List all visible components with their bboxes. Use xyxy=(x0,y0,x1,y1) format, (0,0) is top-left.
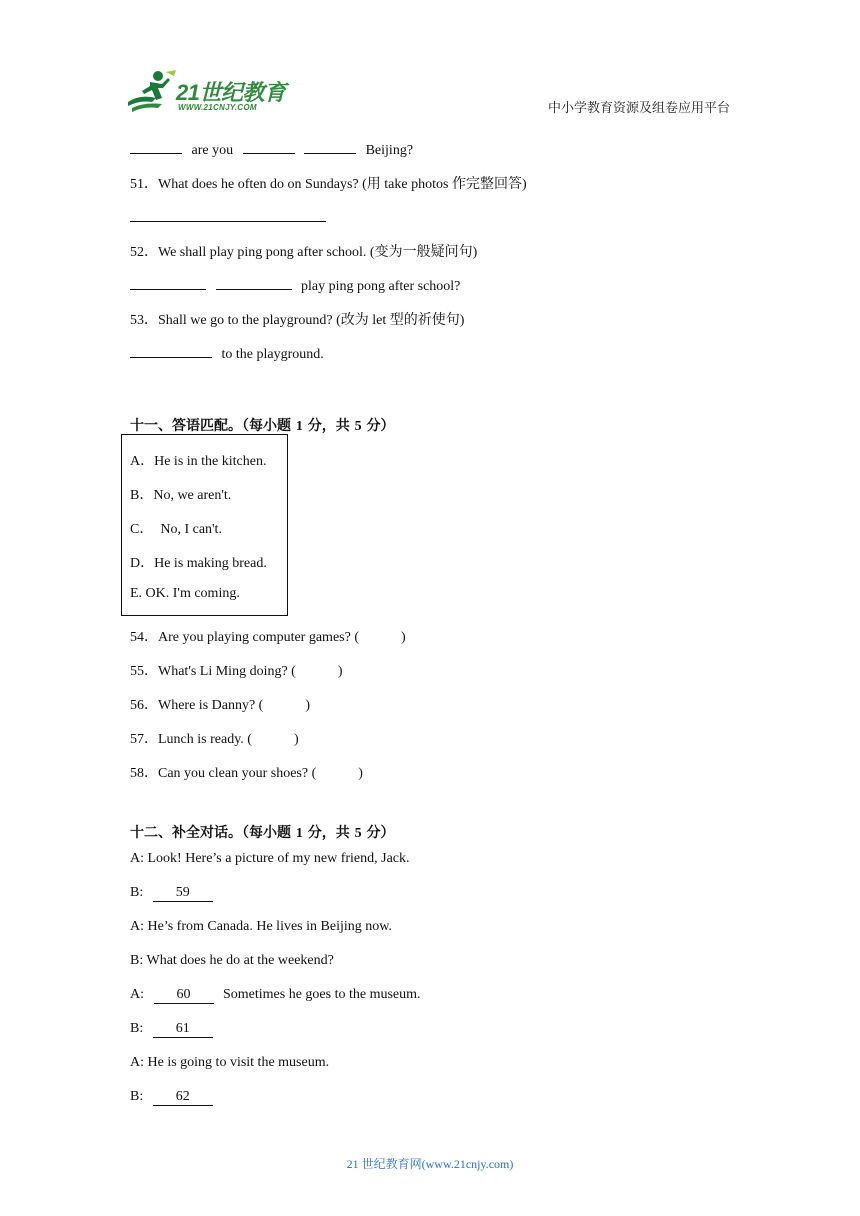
option-d: D．He is making bread. xyxy=(130,556,267,571)
dialogue-line: A: Look! Here’s a picture of my new friend, Jack. xyxy=(130,851,410,866)
dialogue-line xyxy=(130,1021,213,1038)
section-12-score-each: 1 xyxy=(295,826,303,841)
dialogue-line: B: What does he do at the weekend? xyxy=(130,953,334,968)
speaker-label: B: xyxy=(130,885,144,900)
question-56[interactable]: 56．Where is Danny? ( ) xyxy=(130,698,311,713)
question-58[interactable]: 58．Can you clean your shoes? ( ) xyxy=(130,766,363,781)
q52-answer-tail: play ping pong after school? xyxy=(301,279,461,294)
section-12-title-a: 十二、补全对话。（每小题 xyxy=(130,825,296,841)
blank-61[interactable]: 61 xyxy=(153,1021,213,1038)
runner-logo-icon xyxy=(122,68,178,114)
dialogue-line: A: He is going to visit the museum. xyxy=(130,1055,330,1070)
q53-answer-tail: to the playground. xyxy=(221,347,324,362)
blank-62[interactable]: 62 xyxy=(153,1089,213,1106)
section-11-score-each: 1 xyxy=(295,419,303,434)
question-52: 52．We shall play ping pong after school. (变为一般疑问句) xyxy=(130,245,478,260)
logo-text: 21世纪教育 xyxy=(176,80,286,105)
q50-end-text: Beijing? xyxy=(365,143,414,158)
blank-59[interactable]: 59 xyxy=(153,885,213,902)
section-11-title-c: 分） xyxy=(361,418,395,434)
logo-url: WWW.21CNJY.COM xyxy=(178,103,257,112)
site-logo xyxy=(122,68,292,118)
q52-answer-line xyxy=(130,275,460,295)
q50-mid-text: are you xyxy=(191,143,234,158)
section-11-title-a: 十一、答语匹配。（每小题 xyxy=(130,418,296,434)
q50-answer-line xyxy=(130,139,413,159)
section-12-title xyxy=(130,822,395,842)
platform-caption: 中小学教育资源及组卷应用平台 xyxy=(547,100,730,115)
blank[interactable] xyxy=(130,343,212,358)
dialogue-line xyxy=(130,987,421,1004)
section-12-score-total: 5 xyxy=(354,826,362,841)
question-54[interactable]: 54．Are you playing computer games? ( ) xyxy=(130,630,406,645)
q51-answer-line xyxy=(130,207,326,227)
q53-answer-line xyxy=(130,343,324,363)
section-11-score-total: 5 xyxy=(354,419,362,434)
dialogue-line xyxy=(130,885,213,902)
question-57[interactable]: 57．Lunch is ready. ( ) xyxy=(130,732,299,747)
option-a: A．He is in the kitchen. xyxy=(130,454,267,469)
speaker-label: B: xyxy=(130,1021,144,1036)
blank[interactable] xyxy=(130,207,326,222)
speaker-label: B: xyxy=(130,1089,144,1104)
blank[interactable] xyxy=(243,139,295,154)
blank[interactable] xyxy=(130,139,182,154)
section-11-title xyxy=(130,415,395,435)
option-c: C． No, I can't. xyxy=(130,522,222,537)
dialogue-line: A: He’s from Canada. He lives in Beijing now. xyxy=(130,919,392,934)
blank-60[interactable]: 60 xyxy=(154,987,214,1004)
dialogue-text: Sometimes he goes to the museum. xyxy=(223,987,421,1002)
question-51: 51．What does he often do on Sundays? (用 take photos 作完整回答) xyxy=(130,177,527,192)
blank[interactable] xyxy=(130,275,206,290)
section-12-title-b: 分，共 xyxy=(302,825,355,841)
section-11-title-b: 分，共 xyxy=(302,418,355,434)
speaker-label: A: xyxy=(130,987,144,1002)
section-12-title-c: 分） xyxy=(361,825,395,841)
option-b: B．No, we aren't. xyxy=(130,488,232,503)
question-55[interactable]: 55．What's Li Ming doing? ( ) xyxy=(130,664,343,679)
blank[interactable] xyxy=(216,275,292,290)
dialogue-line xyxy=(130,1089,213,1106)
footer-link[interactable]: 21 世纪教育网(www.21cnjy.com) xyxy=(346,1157,514,1171)
question-53: 53．Shall we go to the playground? (改为 let 型的祈使句) xyxy=(130,313,465,328)
option-e: E. OK. I'm coming. xyxy=(130,586,240,601)
blank[interactable] xyxy=(304,139,356,154)
